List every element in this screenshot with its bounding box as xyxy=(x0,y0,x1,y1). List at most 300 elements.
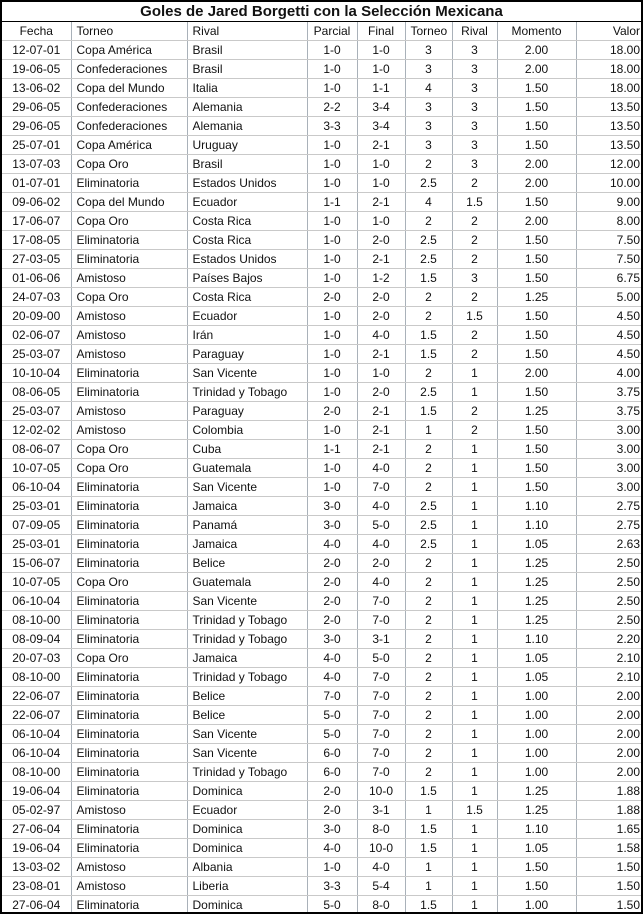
cell-momento: 1.00 xyxy=(497,896,576,914)
cell-torneo-factor: 1 xyxy=(405,858,452,877)
cell-valor: 1.58 xyxy=(576,839,643,858)
cell-torneo: Copa América xyxy=(71,136,187,155)
cell-momento: 1.10 xyxy=(497,516,576,535)
table-row xyxy=(2,478,643,497)
table-row xyxy=(2,326,643,345)
cell-final: 7-0 xyxy=(357,706,405,725)
cell-momento: 2.00 xyxy=(497,155,576,174)
cell-fecha: 10-07-05 xyxy=(2,459,71,478)
cell-momento: 1.50 xyxy=(497,193,576,212)
cell-fecha: 27-03-05 xyxy=(2,250,71,269)
cell-rival-factor: 1.5 xyxy=(452,307,497,326)
table-row xyxy=(2,364,643,383)
cell-torneo: Amistoso xyxy=(71,326,187,345)
cell-fecha: 19-06-04 xyxy=(2,782,71,801)
table-row xyxy=(2,345,643,364)
cell-torneo-factor: 2 xyxy=(405,459,452,478)
cell-torneo: Copa Oro xyxy=(71,288,187,307)
cell-momento: 1.05 xyxy=(497,649,576,668)
cell-torneo: Eliminatoria xyxy=(71,516,187,535)
table-row xyxy=(2,60,643,79)
cell-momento: 1.50 xyxy=(497,269,576,288)
goals-table xyxy=(2,22,643,914)
cell-rival-factor: 1 xyxy=(452,782,497,801)
cell-momento: 2.00 xyxy=(497,212,576,231)
cell-rival-factor: 1 xyxy=(452,706,497,725)
cell-fecha: 25-03-07 xyxy=(2,402,71,421)
cell-valor: 1.65 xyxy=(576,820,643,839)
cell-parcial: 1-0 xyxy=(307,858,357,877)
cell-final: 2-0 xyxy=(357,554,405,573)
cell-torneo-factor: 2 xyxy=(405,611,452,630)
cell-parcial: 1-0 xyxy=(307,307,357,326)
cell-rival-factor: 1 xyxy=(452,630,497,649)
table-row xyxy=(2,155,643,174)
cell-fecha: 09-06-02 xyxy=(2,193,71,212)
cell-torneo-factor: 2 xyxy=(405,706,452,725)
cell-momento: 1.50 xyxy=(497,345,576,364)
cell-torneo-factor: 2.5 xyxy=(405,231,452,250)
cell-final: 5-0 xyxy=(357,516,405,535)
cell-torneo-factor: 2 xyxy=(405,763,452,782)
cell-torneo: Amistoso xyxy=(71,421,187,440)
cell-momento: 1.10 xyxy=(497,630,576,649)
cell-rival: Jamaica xyxy=(187,649,307,668)
cell-final: 2-1 xyxy=(357,193,405,212)
cell-parcial: 1-0 xyxy=(307,478,357,497)
cell-fecha: 19-06-05 xyxy=(2,60,71,79)
cell-torneo-factor: 2 xyxy=(405,554,452,573)
table-row xyxy=(2,136,643,155)
cell-final: 7-0 xyxy=(357,611,405,630)
cell-torneo: Confederaciones xyxy=(71,98,187,117)
cell-rival-factor: 1 xyxy=(452,497,497,516)
cell-valor: 2.10 xyxy=(576,649,643,668)
cell-rival-factor: 3 xyxy=(452,98,497,117)
cell-rival-factor: 1 xyxy=(452,687,497,706)
table-row xyxy=(2,744,643,763)
cell-torneo-factor: 1.5 xyxy=(405,326,452,345)
cell-fecha: 01-06-06 xyxy=(2,269,71,288)
cell-torneo-factor: 2 xyxy=(405,573,452,592)
cell-final: 1-0 xyxy=(357,155,405,174)
table-row xyxy=(2,174,643,193)
cell-rival-factor: 1 xyxy=(452,554,497,573)
cell-final: 5-0 xyxy=(357,649,405,668)
cell-parcial: 1-0 xyxy=(307,250,357,269)
cell-valor: 2.50 xyxy=(576,592,643,611)
cell-valor: 2.00 xyxy=(576,706,643,725)
cell-fecha: 17-08-05 xyxy=(2,231,71,250)
cell-momento: 1.25 xyxy=(497,288,576,307)
cell-torneo: Eliminatoria xyxy=(71,174,187,193)
cell-rival: San Vicente xyxy=(187,744,307,763)
cell-final: 2-0 xyxy=(357,288,405,307)
cell-rival-factor: 1 xyxy=(452,649,497,668)
cell-fecha: 08-10-00 xyxy=(2,611,71,630)
table-row xyxy=(2,41,643,60)
cell-rival: Trinidad y Tobago xyxy=(187,611,307,630)
table-row xyxy=(2,896,643,914)
cell-valor: 18.00 xyxy=(576,60,643,79)
cell-fecha: 02-06-07 xyxy=(2,326,71,345)
cell-rival: Jamaica xyxy=(187,497,307,516)
cell-parcial: 2-0 xyxy=(307,573,357,592)
table-row xyxy=(2,250,643,269)
cell-valor: 4.00 xyxy=(576,364,643,383)
cell-parcial: 2-0 xyxy=(307,592,357,611)
cell-rival: Brasil xyxy=(187,60,307,79)
cell-fecha: 01-07-01 xyxy=(2,174,71,193)
cell-final: 7-0 xyxy=(357,592,405,611)
cell-final: 3-1 xyxy=(357,801,405,820)
cell-fecha: 08-10-00 xyxy=(2,668,71,687)
cell-torneo: Copa Oro xyxy=(71,649,187,668)
cell-momento: 1.25 xyxy=(497,554,576,573)
cell-momento: 1.00 xyxy=(497,706,576,725)
cell-parcial: 4-0 xyxy=(307,668,357,687)
cell-rival-factor: 3 xyxy=(452,136,497,155)
cell-final: 5-4 xyxy=(357,877,405,896)
cell-rival: Dominica xyxy=(187,839,307,858)
cell-torneo-factor: 2 xyxy=(405,649,452,668)
cell-fecha: 13-07-03 xyxy=(2,155,71,174)
cell-rival: Cuba xyxy=(187,440,307,459)
cell-final: 2-1 xyxy=(357,421,405,440)
cell-valor: 2.00 xyxy=(576,744,643,763)
cell-rival-factor: 1 xyxy=(452,535,497,554)
cell-torneo-factor: 3 xyxy=(405,136,452,155)
cell-valor: 1.50 xyxy=(576,896,643,914)
cell-final: 2-1 xyxy=(357,402,405,421)
cell-parcial: 3-0 xyxy=(307,820,357,839)
cell-torneo: Amistoso xyxy=(71,269,187,288)
cell-parcial: 7-0 xyxy=(307,687,357,706)
cell-torneo: Eliminatoria xyxy=(71,535,187,554)
cell-fecha: 08-09-04 xyxy=(2,630,71,649)
cell-rival: San Vicente xyxy=(187,725,307,744)
cell-fecha: 06-10-04 xyxy=(2,744,71,763)
cell-torneo: Eliminatoria xyxy=(71,896,187,914)
cell-rival: Guatemala xyxy=(187,573,307,592)
cell-rival: Costa Rica xyxy=(187,212,307,231)
table-row xyxy=(2,383,643,402)
cell-valor: 2.00 xyxy=(576,725,643,744)
cell-momento: 1.25 xyxy=(497,801,576,820)
cell-momento: 1.00 xyxy=(497,725,576,744)
cell-torneo: Eliminatoria xyxy=(71,630,187,649)
cell-fecha: 25-03-01 xyxy=(2,535,71,554)
cell-torneo-factor: 1.5 xyxy=(405,820,452,839)
cell-final: 7-0 xyxy=(357,744,405,763)
cell-final: 4-0 xyxy=(357,497,405,516)
cell-rival-factor: 3 xyxy=(452,79,497,98)
cell-fecha: 15-06-07 xyxy=(2,554,71,573)
cell-rival: Paraguay xyxy=(187,345,307,364)
table-row xyxy=(2,459,643,478)
table-row xyxy=(2,516,643,535)
cell-rival-factor: 1 xyxy=(452,516,497,535)
cell-momento: 2.00 xyxy=(497,41,576,60)
cell-rival: Brasil xyxy=(187,41,307,60)
column-header-torneo: Torneo xyxy=(71,22,187,41)
table-row xyxy=(2,801,643,820)
cell-valor: 3.00 xyxy=(576,440,643,459)
cell-rival-factor: 1 xyxy=(452,877,497,896)
cell-final: 10-0 xyxy=(357,782,405,801)
cell-rival: Trinidad y Tobago xyxy=(187,668,307,687)
cell-rival: San Vicente xyxy=(187,478,307,497)
cell-torneo: Copa del Mundo xyxy=(71,193,187,212)
cell-rival: Belice xyxy=(187,706,307,725)
cell-torneo: Confederaciones xyxy=(71,60,187,79)
cell-torneo: Eliminatoria xyxy=(71,725,187,744)
cell-rival-factor: 1 xyxy=(452,896,497,914)
table-row xyxy=(2,117,643,136)
cell-torneo-factor: 2 xyxy=(405,687,452,706)
cell-fecha: 27-06-04 xyxy=(2,896,71,914)
column-header-rival-factor: Rival xyxy=(452,22,497,41)
cell-torneo-factor: 2.5 xyxy=(405,516,452,535)
table-row xyxy=(2,497,643,516)
cell-rival-factor: 1.5 xyxy=(452,801,497,820)
cell-parcial: 3-3 xyxy=(307,877,357,896)
cell-momento: 1.25 xyxy=(497,573,576,592)
cell-parcial: 2-0 xyxy=(307,554,357,573)
cell-fecha: 20-07-03 xyxy=(2,649,71,668)
cell-momento: 1.05 xyxy=(497,535,576,554)
cell-torneo-factor: 2.5 xyxy=(405,497,452,516)
cell-torneo: Eliminatoria xyxy=(71,744,187,763)
cell-rival-factor: 2 xyxy=(452,174,497,193)
cell-torneo-factor: 1.5 xyxy=(405,782,452,801)
cell-momento: 1.05 xyxy=(497,668,576,687)
cell-torneo: Amistoso xyxy=(71,307,187,326)
cell-rival-factor: 3 xyxy=(452,41,497,60)
table-row xyxy=(2,687,643,706)
cell-torneo-factor: 3 xyxy=(405,60,452,79)
cell-rival-factor: 2 xyxy=(452,231,497,250)
cell-valor: 3.75 xyxy=(576,402,643,421)
cell-rival: Costa Rica xyxy=(187,288,307,307)
cell-momento: 1.50 xyxy=(497,136,576,155)
cell-momento: 1.50 xyxy=(497,250,576,269)
cell-rival: Belice xyxy=(187,554,307,573)
cell-torneo-factor: 2 xyxy=(405,364,452,383)
cell-parcial: 1-0 xyxy=(307,269,357,288)
cell-valor: 3.00 xyxy=(576,459,643,478)
cell-fecha: 08-06-07 xyxy=(2,440,71,459)
cell-torneo-factor: 2 xyxy=(405,592,452,611)
cell-torneo: Copa Oro xyxy=(71,573,187,592)
cell-rival-factor: 2 xyxy=(452,402,497,421)
column-header-momento: Momento xyxy=(497,22,576,41)
cell-rival: Dominica xyxy=(187,896,307,914)
cell-torneo: Amistoso xyxy=(71,877,187,896)
cell-rival: Ecuador xyxy=(187,801,307,820)
cell-torneo-factor: 1 xyxy=(405,421,452,440)
cell-parcial: 2-0 xyxy=(307,782,357,801)
cell-momento: 1.50 xyxy=(497,307,576,326)
cell-final: 2-0 xyxy=(357,231,405,250)
cell-torneo: Amistoso xyxy=(71,345,187,364)
cell-parcial: 3-0 xyxy=(307,497,357,516)
table-row xyxy=(2,402,643,421)
cell-parcial: 5-0 xyxy=(307,896,357,914)
cell-parcial: 4-0 xyxy=(307,535,357,554)
cell-fecha: 08-10-00 xyxy=(2,763,71,782)
cell-final: 7-0 xyxy=(357,478,405,497)
cell-final: 1-0 xyxy=(357,364,405,383)
cell-valor: 13.50 xyxy=(576,98,643,117)
cell-rival: Liberia xyxy=(187,877,307,896)
cell-fecha: 06-10-04 xyxy=(2,478,71,497)
cell-final: 10-0 xyxy=(357,839,405,858)
cell-rival: Ecuador xyxy=(187,307,307,326)
cell-fecha: 06-10-04 xyxy=(2,725,71,744)
table-row xyxy=(2,782,643,801)
table-row xyxy=(2,79,643,98)
cell-parcial: 1-0 xyxy=(307,155,357,174)
cell-torneo-factor: 2.5 xyxy=(405,250,452,269)
cell-parcial: 1-0 xyxy=(307,383,357,402)
cell-parcial: 1-0 xyxy=(307,41,357,60)
cell-torneo-factor: 2 xyxy=(405,725,452,744)
cell-torneo: Confederaciones xyxy=(71,117,187,136)
cell-valor: 6.75 xyxy=(576,269,643,288)
cell-rival: Uruguay xyxy=(187,136,307,155)
cell-rival-factor: 2 xyxy=(452,326,497,345)
cell-torneo: Eliminatoria xyxy=(71,820,187,839)
cell-torneo-factor: 2 xyxy=(405,630,452,649)
cell-momento: 1.25 xyxy=(497,592,576,611)
cell-momento: 1.50 xyxy=(497,858,576,877)
cell-final: 1-1 xyxy=(357,79,405,98)
table-row xyxy=(2,193,643,212)
cell-final: 7-0 xyxy=(357,725,405,744)
table-row xyxy=(2,592,643,611)
cell-parcial: 1-1 xyxy=(307,193,357,212)
cell-torneo-factor: 4 xyxy=(405,193,452,212)
table-row xyxy=(2,630,643,649)
cell-momento: 1.50 xyxy=(497,459,576,478)
cell-parcial: 1-0 xyxy=(307,60,357,79)
cell-fecha: 25-03-07 xyxy=(2,345,71,364)
column-header-final: Final xyxy=(357,22,405,41)
table-row xyxy=(2,611,643,630)
cell-rival: Costa Rica xyxy=(187,231,307,250)
cell-valor: 2.10 xyxy=(576,668,643,687)
cell-momento: 1.25 xyxy=(497,611,576,630)
cell-momento: 2.00 xyxy=(497,174,576,193)
cell-rival-factor: 1 xyxy=(452,440,497,459)
cell-fecha: 29-06-05 xyxy=(2,98,71,117)
table-row xyxy=(2,535,643,554)
cell-torneo: Amistoso xyxy=(71,801,187,820)
cell-rival: Panamá xyxy=(187,516,307,535)
cell-fecha: 27-06-04 xyxy=(2,820,71,839)
cell-valor: 7.50 xyxy=(576,250,643,269)
cell-rival: Brasil xyxy=(187,155,307,174)
cell-fecha: 17-06-07 xyxy=(2,212,71,231)
cell-valor: 2.20 xyxy=(576,630,643,649)
cell-torneo: Copa Oro xyxy=(71,155,187,174)
cell-torneo: Eliminatoria xyxy=(71,478,187,497)
cell-rival: Alemania xyxy=(187,117,307,136)
cell-final: 1-2 xyxy=(357,269,405,288)
cell-fecha: 25-07-01 xyxy=(2,136,71,155)
cell-torneo-factor: 2 xyxy=(405,212,452,231)
cell-momento: 1.05 xyxy=(497,839,576,858)
cell-torneo: Amistoso xyxy=(71,858,187,877)
cell-rival-factor: 1 xyxy=(452,839,497,858)
cell-valor: 1.88 xyxy=(576,782,643,801)
cell-final: 4-0 xyxy=(357,326,405,345)
cell-torneo-factor: 2.5 xyxy=(405,383,452,402)
cell-parcial: 3-0 xyxy=(307,630,357,649)
cell-momento: 1.50 xyxy=(497,231,576,250)
cell-momento: 1.00 xyxy=(497,687,576,706)
cell-parcial: 1-0 xyxy=(307,174,357,193)
cell-rival-factor: 1 xyxy=(452,573,497,592)
cell-rival: Paraguay xyxy=(187,402,307,421)
cell-parcial: 1-0 xyxy=(307,364,357,383)
cell-valor: 9.00 xyxy=(576,193,643,212)
cell-rival-factor: 1 xyxy=(452,611,497,630)
cell-rival-factor: 1 xyxy=(452,820,497,839)
cell-torneo-factor: 2 xyxy=(405,744,452,763)
cell-valor: 2.75 xyxy=(576,497,643,516)
cell-fecha: 05-02-97 xyxy=(2,801,71,820)
cell-rival-factor: 1 xyxy=(452,763,497,782)
cell-final: 2-1 xyxy=(357,345,405,364)
cell-final: 7-0 xyxy=(357,763,405,782)
cell-momento: 1.50 xyxy=(497,383,576,402)
cell-final: 4-0 xyxy=(357,535,405,554)
cell-fecha: 24-07-03 xyxy=(2,288,71,307)
table-row xyxy=(2,231,643,250)
cell-rival-factor: 1 xyxy=(452,383,497,402)
cell-valor: 7.50 xyxy=(576,231,643,250)
cell-parcial: 1-0 xyxy=(307,79,357,98)
cell-fecha: 13-03-02 xyxy=(2,858,71,877)
cell-torneo: Copa Oro xyxy=(71,212,187,231)
cell-parcial: 3-3 xyxy=(307,117,357,136)
cell-torneo: Eliminatoria xyxy=(71,383,187,402)
cell-valor: 18.00 xyxy=(576,79,643,98)
cell-parcial: 2-0 xyxy=(307,402,357,421)
cell-rival: Dominica xyxy=(187,820,307,839)
cell-momento: 1.00 xyxy=(497,763,576,782)
table-row xyxy=(2,98,643,117)
cell-momento: 1.10 xyxy=(497,820,576,839)
cell-torneo: Eliminatoria xyxy=(71,706,187,725)
cell-rival-factor: 1 xyxy=(452,858,497,877)
cell-final: 2-0 xyxy=(357,383,405,402)
cell-momento: 1.50 xyxy=(497,79,576,98)
cell-fecha: 19-06-04 xyxy=(2,839,71,858)
cell-fecha: 22-06-07 xyxy=(2,706,71,725)
cell-rival: Estados Unidos xyxy=(187,250,307,269)
cell-final: 7-0 xyxy=(357,668,405,687)
cell-torneo: Eliminatoria xyxy=(71,231,187,250)
cell-parcial: 6-0 xyxy=(307,763,357,782)
cell-final: 3-1 xyxy=(357,630,405,649)
cell-fecha: 07-09-05 xyxy=(2,516,71,535)
cell-valor: 2.50 xyxy=(576,611,643,630)
cell-parcial: 1-1 xyxy=(307,440,357,459)
cell-fecha: 13-06-02 xyxy=(2,79,71,98)
